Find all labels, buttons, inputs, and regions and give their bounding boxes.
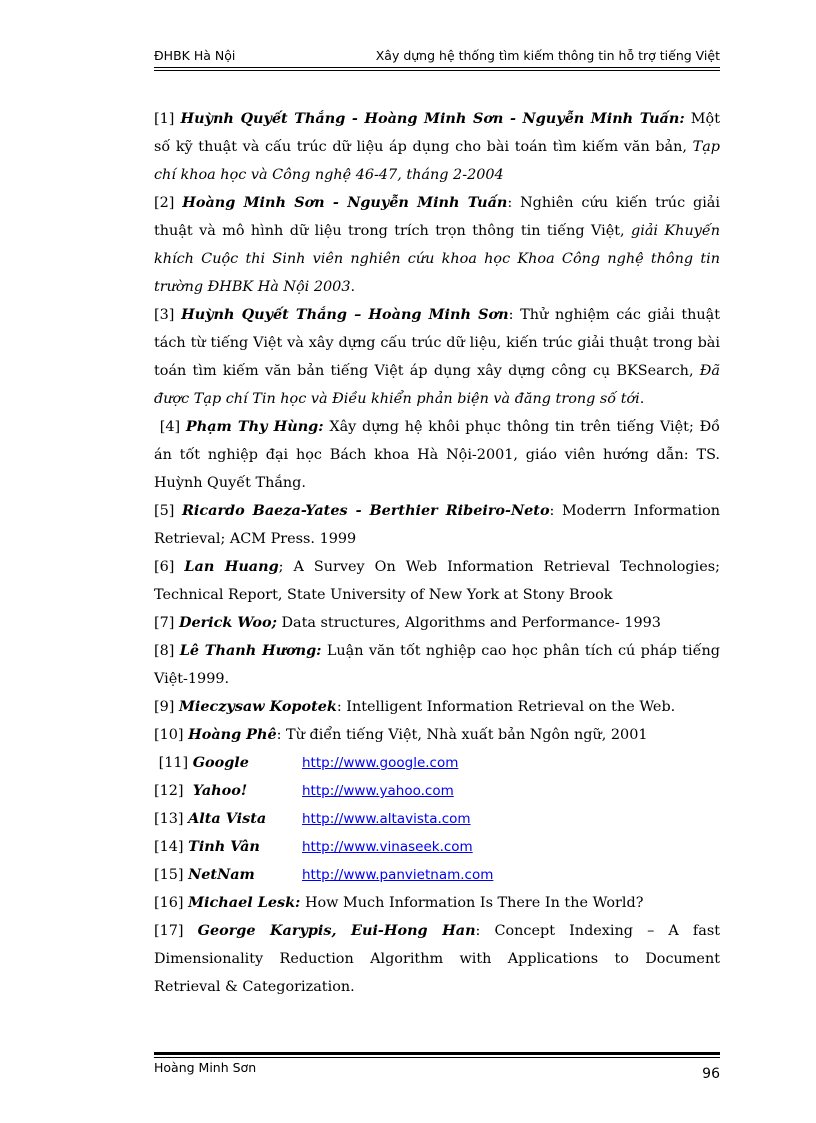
reference-link-row: [13] Alta Vista http://www.altavista.com: [154, 805, 720, 833]
header-divider-thin: [154, 70, 720, 71]
reference-url-link[interactable]: http://www.google.com: [302, 755, 459, 771]
footer-author: Hoàng Minh Sơn: [154, 1060, 257, 1075]
reference-authors: Hoàng Phê: [188, 726, 277, 743]
header-title: Xây dựng hệ thống tìm kiếm thông tin hỗ trợ tiếng Việt: [375, 48, 720, 63]
page-number: 96: [702, 1066, 720, 1082]
reference-authors: Huỳnh Quyết Thắng – Hoàng Minh Sơn: [181, 306, 509, 323]
reference-site-name: NetNam: [188, 866, 255, 883]
footer-divider-thin: [154, 1057, 720, 1058]
references-list: [154, 105, 720, 1001]
footer-divider: [154, 1052, 720, 1055]
reference-link-row: [11] Google http://www.google.com: [154, 749, 720, 777]
reference-site-name: Google: [192, 754, 249, 771]
reference-authors: Ricardo Baeza-Yates - Berthier Ribeiro-Neto: [181, 502, 550, 519]
reference-link-row: [14] Tinh Vân http://www.vinaseek.com: [154, 833, 720, 861]
reference-item: [10] Hoàng Phê: Từ điển tiếng Việt, Nhà xuất bản Ngôn ngữ, 2001: [154, 726, 648, 743]
reference-authors: Michael Lesk:: [188, 894, 301, 911]
reference-authors: Lan Huang: [184, 558, 279, 575]
reference-site-name: Alta Vista: [188, 810, 267, 827]
reference-item: [1] Huỳnh Quyết Thắng - Hoàng Minh Sơn - Nguyễn Minh Tuấn: Một số kỹ thuật và cấu trúc dữ liệu áp dụng cho bài toán tìm kiếm văn bản, Tạp chí khoa học và Công nghệ 46-47, tháng 2-2004: [154, 110, 720, 183]
reference-authors: Huỳnh Quyết Thắng - Hoàng Minh Sơn - Nguyễn Minh Tuấn:: [180, 110, 685, 127]
header-divider: [154, 67, 720, 68]
reference-authors: Derick Woo;: [178, 614, 277, 631]
reference-item: [16] Michael Lesk: How Much Information Is There In the World?: [154, 894, 644, 911]
header-institution: ĐHBK Hà Nội: [154, 48, 236, 63]
reference-item: [6] Lan Huang; A Survey On Web Information Retrieval Technologies; Technical Report, State University of New York at Stony Brook: [154, 558, 720, 603]
reference-authors: Mieczysaw Kopotek: [178, 698, 337, 715]
reference-item: [17] George Karypis, Eui-Hong Han: Concept Indexing – A fast Dimensionality Reduction Algorithm with Applications to Document Retrieval & Categorization.: [154, 922, 720, 995]
reference-item: [8] Lê Thanh Hương: Luận văn tốt nghiệp cao học phân tích cú pháp tiếng Việt-1999.: [154, 642, 720, 687]
reference-site-name: Tinh Vân: [188, 838, 260, 855]
reference-link-row: [15] NetNam http://www.panvietnam.com: [154, 861, 720, 889]
reference-item: [5] Ricardo Baeza-Yates - Berthier Ribeiro-Neto: Moderrn Information Retrieval; ACM Press. 1999: [154, 502, 721, 547]
reference-authors: Lê Thanh Hương:: [179, 642, 322, 659]
reference-authors: Phạm Thy Hùng:: [185, 418, 324, 435]
reference-url-link[interactable]: http://www.altavista.com: [302, 811, 471, 827]
reference-url-link[interactable]: http://www.vinaseek.com: [302, 839, 473, 855]
reference-item: [3] Huỳnh Quyết Thắng – Hoàng Minh Sơn: Thử nghiệm các giải thuật tách từ tiếng Việt và xây dựng cấu trúc dữ liệu, kiến trúc giải thuật trong bài toán tìm kiếm văn bản tiếng Việt áp dụng xây dựng công cụ BKSearch, Đã được Tạp chí Tin học và Điều khiển phản biện và đăng trong số tới.: [154, 306, 721, 407]
reference-item: [9] Mieczysaw Kopotek: Intelligent Information Retrieval on the Web.: [154, 698, 676, 715]
reference-item: [2] Hoàng Minh Sơn - Nguyễn Minh Tuấn: Nghiên cứu kiến trúc giải thuật và mô hình dữ liệu trong trích trọn thông tin tiếng Việt, giải Khuyến khích Cuộc thi Sinh viên nghiên cứu khoa học Khoa Công nghệ thông tin trường ĐHBK Hà Nội 2003.: [154, 194, 720, 295]
reference-link-row: [12] Yahoo! http://www.yahoo.com: [154, 777, 720, 805]
reference-authors: George Karypis, Eui-Hong Han: [197, 922, 476, 939]
reference-site-name: Yahoo!: [192, 782, 248, 799]
reference-url-link[interactable]: http://www.yahoo.com: [302, 783, 454, 799]
page-footer: [154, 1060, 720, 1084]
reference-item: [7] Derick Woo; Data structures, Algorithms and Performance- 1993: [154, 614, 661, 631]
reference-item: [4] Phạm Thy Hùng: Xây dựng hệ khôi phục thông tin trên tiếng Việt; Đồ án tốt nghiệp đại học Bách khoa Hà Nội-2001, giáo viên hướng dẫn: TS. Huỳnh Quyết Thắng.: [154, 418, 720, 491]
reference-authors: Hoàng Minh Sơn - Nguyễn Minh Tuấn: [182, 194, 508, 211]
reference-url-link[interactable]: http://www.panvietnam.com: [302, 867, 494, 883]
